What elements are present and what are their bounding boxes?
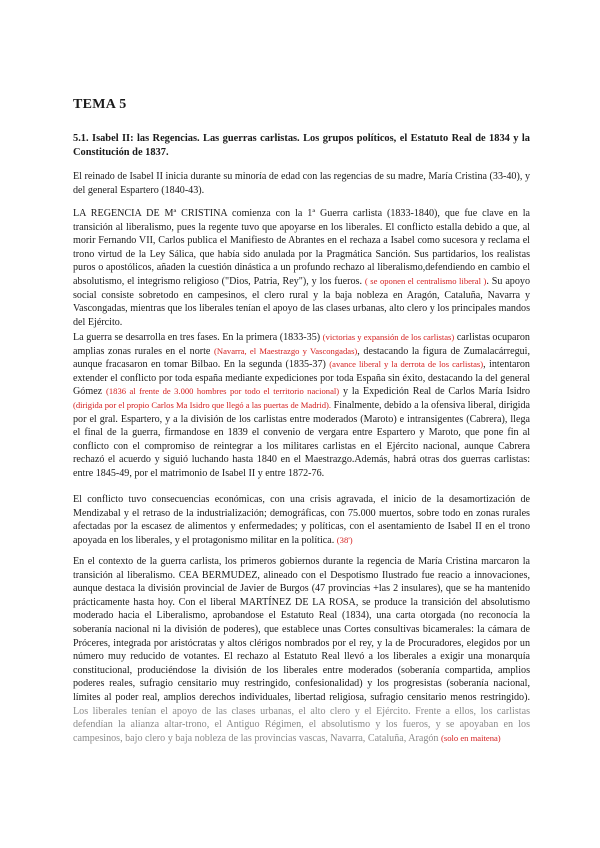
annotation-note: (dirigida por el propio Carlos Ma Isidro que llegó a las puertas de Madrid). bbox=[73, 399, 332, 410]
annotation-note: (38') bbox=[336, 534, 353, 545]
paragraph-gobiernos bbox=[73, 555, 530, 745]
paragraph-consecuencias bbox=[73, 493, 530, 547]
paragraph-text: y la Expedición Real de Carlos María Isidro bbox=[342, 386, 531, 398]
paragraph-fases bbox=[73, 331, 530, 481]
annotation-note: (1836 al frente de 3.000 hombres por todo el territorio nacional) bbox=[105, 386, 340, 397]
annotation-note: ( se oponen el centralismo liberal ) bbox=[364, 275, 487, 286]
section-heading: 5.1. Isabel II: las Regencias. Las guerras carlistas. Los grupos políticos, el Estatuto Real de 1834 y la Constitución de 1837. bbox=[73, 133, 530, 158]
paragraph-text: carlistas ocuparon amplias zonas rurales en el norte bbox=[73, 332, 530, 357]
paragraph-text: El conflicto tuvo consecuencias económicas, con una crisis agravada, el inicio de la desamortización de Mendizabal y el retraso de la industrialización; demográficas, con 75.000 muertos, sobre todo en zonas rurales afectadas por la escasez de alimentos y enfermedades; y políticas, con el asentamiento de Isabel II en el trono apoyada en los liberales, y el protagonismo militar en la política. bbox=[73, 494, 530, 546]
paragraph-text: . Su apoyo social consiste sobretodo en campesinos, el clero rural y la baja nobleza en Aragón, Cataluña, Navarra y Vascongadas, mientras que los liberales tenían el apoyo de las clases urbanas, alto clero y los principales mandos del Ejército. bbox=[73, 275, 530, 328]
faded-text: Los liberales tenían el apoyo de las clases urbanas, el alto clero y el Ejército. Frente a ellos, los carlistas defendían la alianza altar-trono, el Antiguo Régimen, el absolutismo y los fueros, y se apoyaban en los campesinos, bajo clero y baja nobleza de las provincias vascas, Navarra, Cataluña, Aragón bbox=[73, 705, 530, 744]
annotation-note: (Navarra, el Maestrazgo y Vascongadas) bbox=[214, 345, 358, 356]
annotation-note: (avance liberal y la derrota de los carlistas) bbox=[329, 359, 484, 370]
page-title: TEMA 5 bbox=[73, 97, 127, 112]
paragraph-text: En el contexto de la guerra carlista, los primeros gobiernos durante la regencia de María Cristina marcaron la transición al liberalismo. CEA BERMUDEZ, alineado con el Despotismo Ilustrado fue reacio a innovaciones, aunque destaca la división provincial de Javier de Burgos (47 provincias +las 2 insulares), que se ha mantenido prácticamente hasta hoy. Con el liberal MARTÍNEZ DE LA ROSA, se produce la transición del absolutismo moderado hacia el Liberalismo, aprobandose el Estatuto Real (1834), una carta otorgada (no reconocía la soberanía nacional ni la división de poderes), que establece unas Cortes consultivas bicamerales: la cámara de Próceres, integrada por aristócratas y altos clérigos nombrados por el rey, y la de Procuradores, elegidos por un número muy reducido de votantes. El rechazo al Estatuto Real llevó a los liberales a exigir una monarquía constitucional, produciéndose la división de los liberales entre moderados (soberanía compartida, amplios poderes reales, sufragio censitario muy restringido, confesionalidad) y los progresistas (soberanía nacional, límites al poder real, amplios derechos individuales, libertad religiosa, sufragio censitario menos restringido). bbox=[73, 556, 530, 703]
paragraph-text: , destacando la figura de Zumalacárregui, aunque fracasaron en tomar Bilbao. En la segunda (1835-37) bbox=[73, 345, 530, 371]
paragraph-intro: El reinado de Isabel II inicia durante su minoría de edad con las regencias de su madre, María Cristina (33-40), y del general Espartero (1840-43). bbox=[73, 171, 530, 196]
paragraph-text: Finalmente, debido a la ofensiva liberal, dirigida por el gral. Espartero, y a la división de los carlistas entre moderados (Maroto) e intransigentes (Cabrera), llega el final de la guerra, firmandose en 1839 el convenio de vergara entre Espartero y Maroto, que pone fin al conflicto con el compromiso de reintegrar a los militares carlistas en el Ejército nacional, aunque Cabrera rechazó el acuerdo y siguió luchando hasta 1840 en el Maestrazgo.Además, habrá otras dos guerras carlistas: entre 1845-49, por el matrimonio de Isabel II y entre 1872-76. bbox=[73, 399, 530, 479]
annotation-note: (victorias y expansión de los carlistas) bbox=[322, 332, 455, 342]
paragraph-text: , intentaron extender el conflicto por toda españa mediante expediciones por toda España sin éxito, destacando la del general Gómez bbox=[73, 359, 530, 398]
annotation-note: (solo en maitena) bbox=[441, 732, 501, 743]
paragraph-text: LA REGENCIA DE Mª CRISTINA comienza con la 1ª Guerra carlista (1833-1840), que fue clave en la transición al liberalismo, pues la regente tuvo que apoyarse en los liberales. El conflicto estalla debido a que, al morir Fernando VII, Carlos publica el Manifiesto de Abrantes en el rechaza a Isabel como sucesora y reclama el trono virtud de la Ley Sálica, que había sido anulada por la Pragmática Sanción. Sus partidarios, los realistas puros o apostólicos, añaden la cuestión dinástica a un profundo rechazo al liberalismo,defendiendo en cambio el absolutismo, el integrismo religioso ("Dios, Patria, Rey"), y los fueros. bbox=[73, 208, 530, 287]
paragraph-regencia bbox=[73, 207, 530, 329]
paragraph-text: La guerra se desarrolla en tres fases. En la primera (1833-35) bbox=[73, 332, 321, 343]
